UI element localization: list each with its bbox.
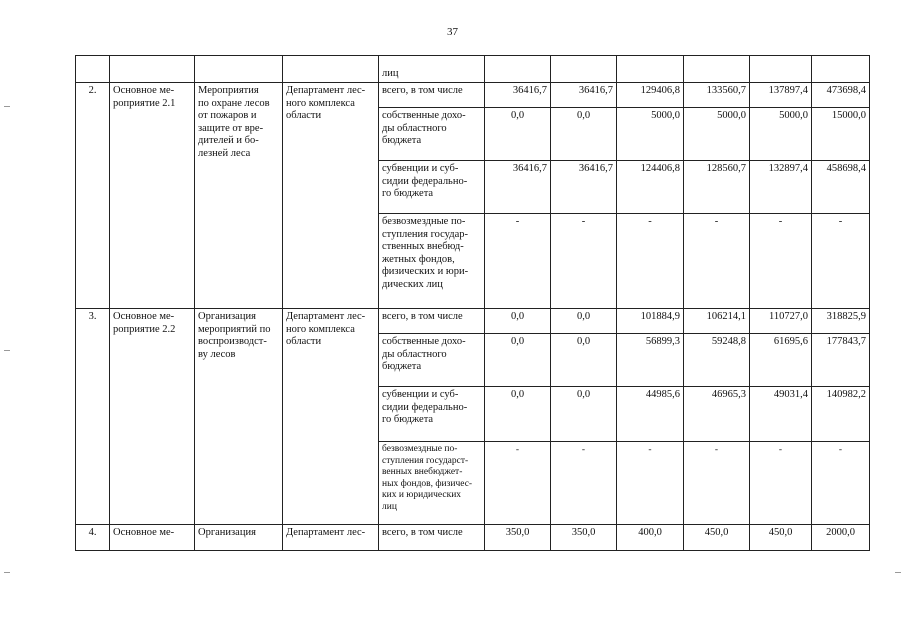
value-cell: - [551, 442, 617, 525]
funding-source: субвенции и суб- сидии федерально- го бюджета [379, 387, 485, 442]
measure-title: Организация [195, 525, 283, 551]
value-cell: 0,0 [551, 108, 617, 161]
value-cell: 0,0 [551, 387, 617, 442]
value-cell: 101884,9 [617, 309, 684, 334]
value-cell: 5000,0 [617, 108, 684, 161]
scan-mark [4, 350, 10, 351]
measure-executor: Департамент лес- ного комплекса области [283, 309, 379, 525]
value-cell [617, 56, 684, 83]
value-cell: 350,0 [551, 525, 617, 551]
value-cell: 106214,1 [684, 309, 750, 334]
table-row [76, 83, 870, 108]
value-cell: - [812, 214, 870, 309]
measure-executor: Департамент лес- ного комплекса области [283, 83, 379, 309]
table-row [76, 309, 870, 334]
value-cell: 61695,6 [750, 334, 812, 387]
value-cell: 36416,7 [551, 161, 617, 214]
value-cell: 132897,4 [750, 161, 812, 214]
measure-index: 4. [76, 525, 110, 551]
value-cell: 140982,2 [812, 387, 870, 442]
measure-name: Основное ме- [110, 525, 195, 551]
funding-source-cell: лиц [379, 56, 485, 83]
table-row [76, 525, 870, 551]
scan-mark [4, 572, 10, 573]
measure-name-cell [110, 56, 195, 83]
value-cell [750, 56, 812, 83]
measure-title: Организация мероприятий по воспроизводст- ву лесов [195, 309, 283, 525]
value-cell: 450,0 [750, 525, 812, 551]
value-cell: - [485, 442, 551, 525]
measure-name: Основное ме- роприятие 2.2 [110, 309, 195, 525]
scan-mark [895, 572, 901, 573]
value-cell: 56899,3 [617, 334, 684, 387]
value-cell: - [617, 214, 684, 309]
value-cell: - [750, 214, 812, 309]
measure-index: 3. [76, 309, 110, 525]
funding-source: безвозмездные по- ступления государ- ственных внебюд- жетных фондов, физических и юри- дических лиц [379, 214, 485, 309]
index-cell [76, 56, 110, 83]
value-cell: 5000,0 [750, 108, 812, 161]
value-cell: 124406,8 [617, 161, 684, 214]
value-cell: 0,0 [551, 334, 617, 387]
value-cell: 44985,6 [617, 387, 684, 442]
value-cell: 0,0 [485, 387, 551, 442]
value-cell: 129406,8 [617, 83, 684, 108]
value-cell: 128560,7 [684, 161, 750, 214]
value-cell: - [485, 214, 551, 309]
value-cell [551, 56, 617, 83]
scan-mark [4, 106, 10, 107]
value-cell: 458698,4 [812, 161, 870, 214]
value-cell: - [750, 442, 812, 525]
value-cell: 15000,0 [812, 108, 870, 161]
value-cell: 400,0 [617, 525, 684, 551]
value-cell: - [617, 442, 684, 525]
value-cell [485, 56, 551, 83]
value-cell: 0,0 [551, 309, 617, 334]
funding-source: собственные дохо- ды областного бюджета [379, 334, 485, 387]
funding-source: собственные дохо- ды областного бюджета [379, 108, 485, 161]
measure-title-cell [195, 56, 283, 83]
measure-title: Мероприятия по охране лесов от пожаров и защите от вре- дителей и бо- лезней леса [195, 83, 283, 309]
value-cell [812, 56, 870, 83]
value-cell: 473698,4 [812, 83, 870, 108]
funding-source: всего, в том числе [379, 309, 485, 334]
funding-source: субвенции и суб- сидии федерально- го бюджета [379, 161, 485, 214]
funding-source: всего, в том числе [379, 525, 485, 551]
page-number: 37 [447, 26, 458, 38]
value-cell: 0,0 [485, 108, 551, 161]
funding-source: безвозмездные по- ступления государст- венных внебюджет- ных фондов, физичес- ких и юридических лиц [379, 442, 485, 525]
value-cell: 0,0 [485, 334, 551, 387]
value-cell: - [684, 442, 750, 525]
value-cell: - [551, 214, 617, 309]
measure-index: 2. [76, 83, 110, 309]
value-cell: 36416,7 [485, 83, 551, 108]
value-cell: 110727,0 [750, 309, 812, 334]
value-cell: - [684, 214, 750, 309]
value-cell [684, 56, 750, 83]
budget-table [75, 55, 870, 551]
value-cell: 36416,7 [551, 83, 617, 108]
funding-source: всего, в том числе [379, 83, 485, 108]
value-cell: 177843,7 [812, 334, 870, 387]
value-cell: 450,0 [684, 525, 750, 551]
value-cell: 350,0 [485, 525, 551, 551]
value-cell: 0,0 [485, 309, 551, 334]
value-cell: 46965,3 [684, 387, 750, 442]
value-cell: 49031,4 [750, 387, 812, 442]
measure-executor: Департамент лес- [283, 525, 379, 551]
value-cell: - [812, 442, 870, 525]
value-cell: 5000,0 [684, 108, 750, 161]
value-cell: 137897,4 [750, 83, 812, 108]
value-cell: 36416,7 [485, 161, 551, 214]
executor-cell [283, 56, 379, 83]
value-cell: 59248,8 [684, 334, 750, 387]
measure-name: Основное ме- роприятие 2.1 [110, 83, 195, 309]
value-cell: 318825,9 [812, 309, 870, 334]
value-cell: 133560,7 [684, 83, 750, 108]
value-cell: 2000,0 [812, 525, 870, 551]
table-row [76, 56, 870, 83]
